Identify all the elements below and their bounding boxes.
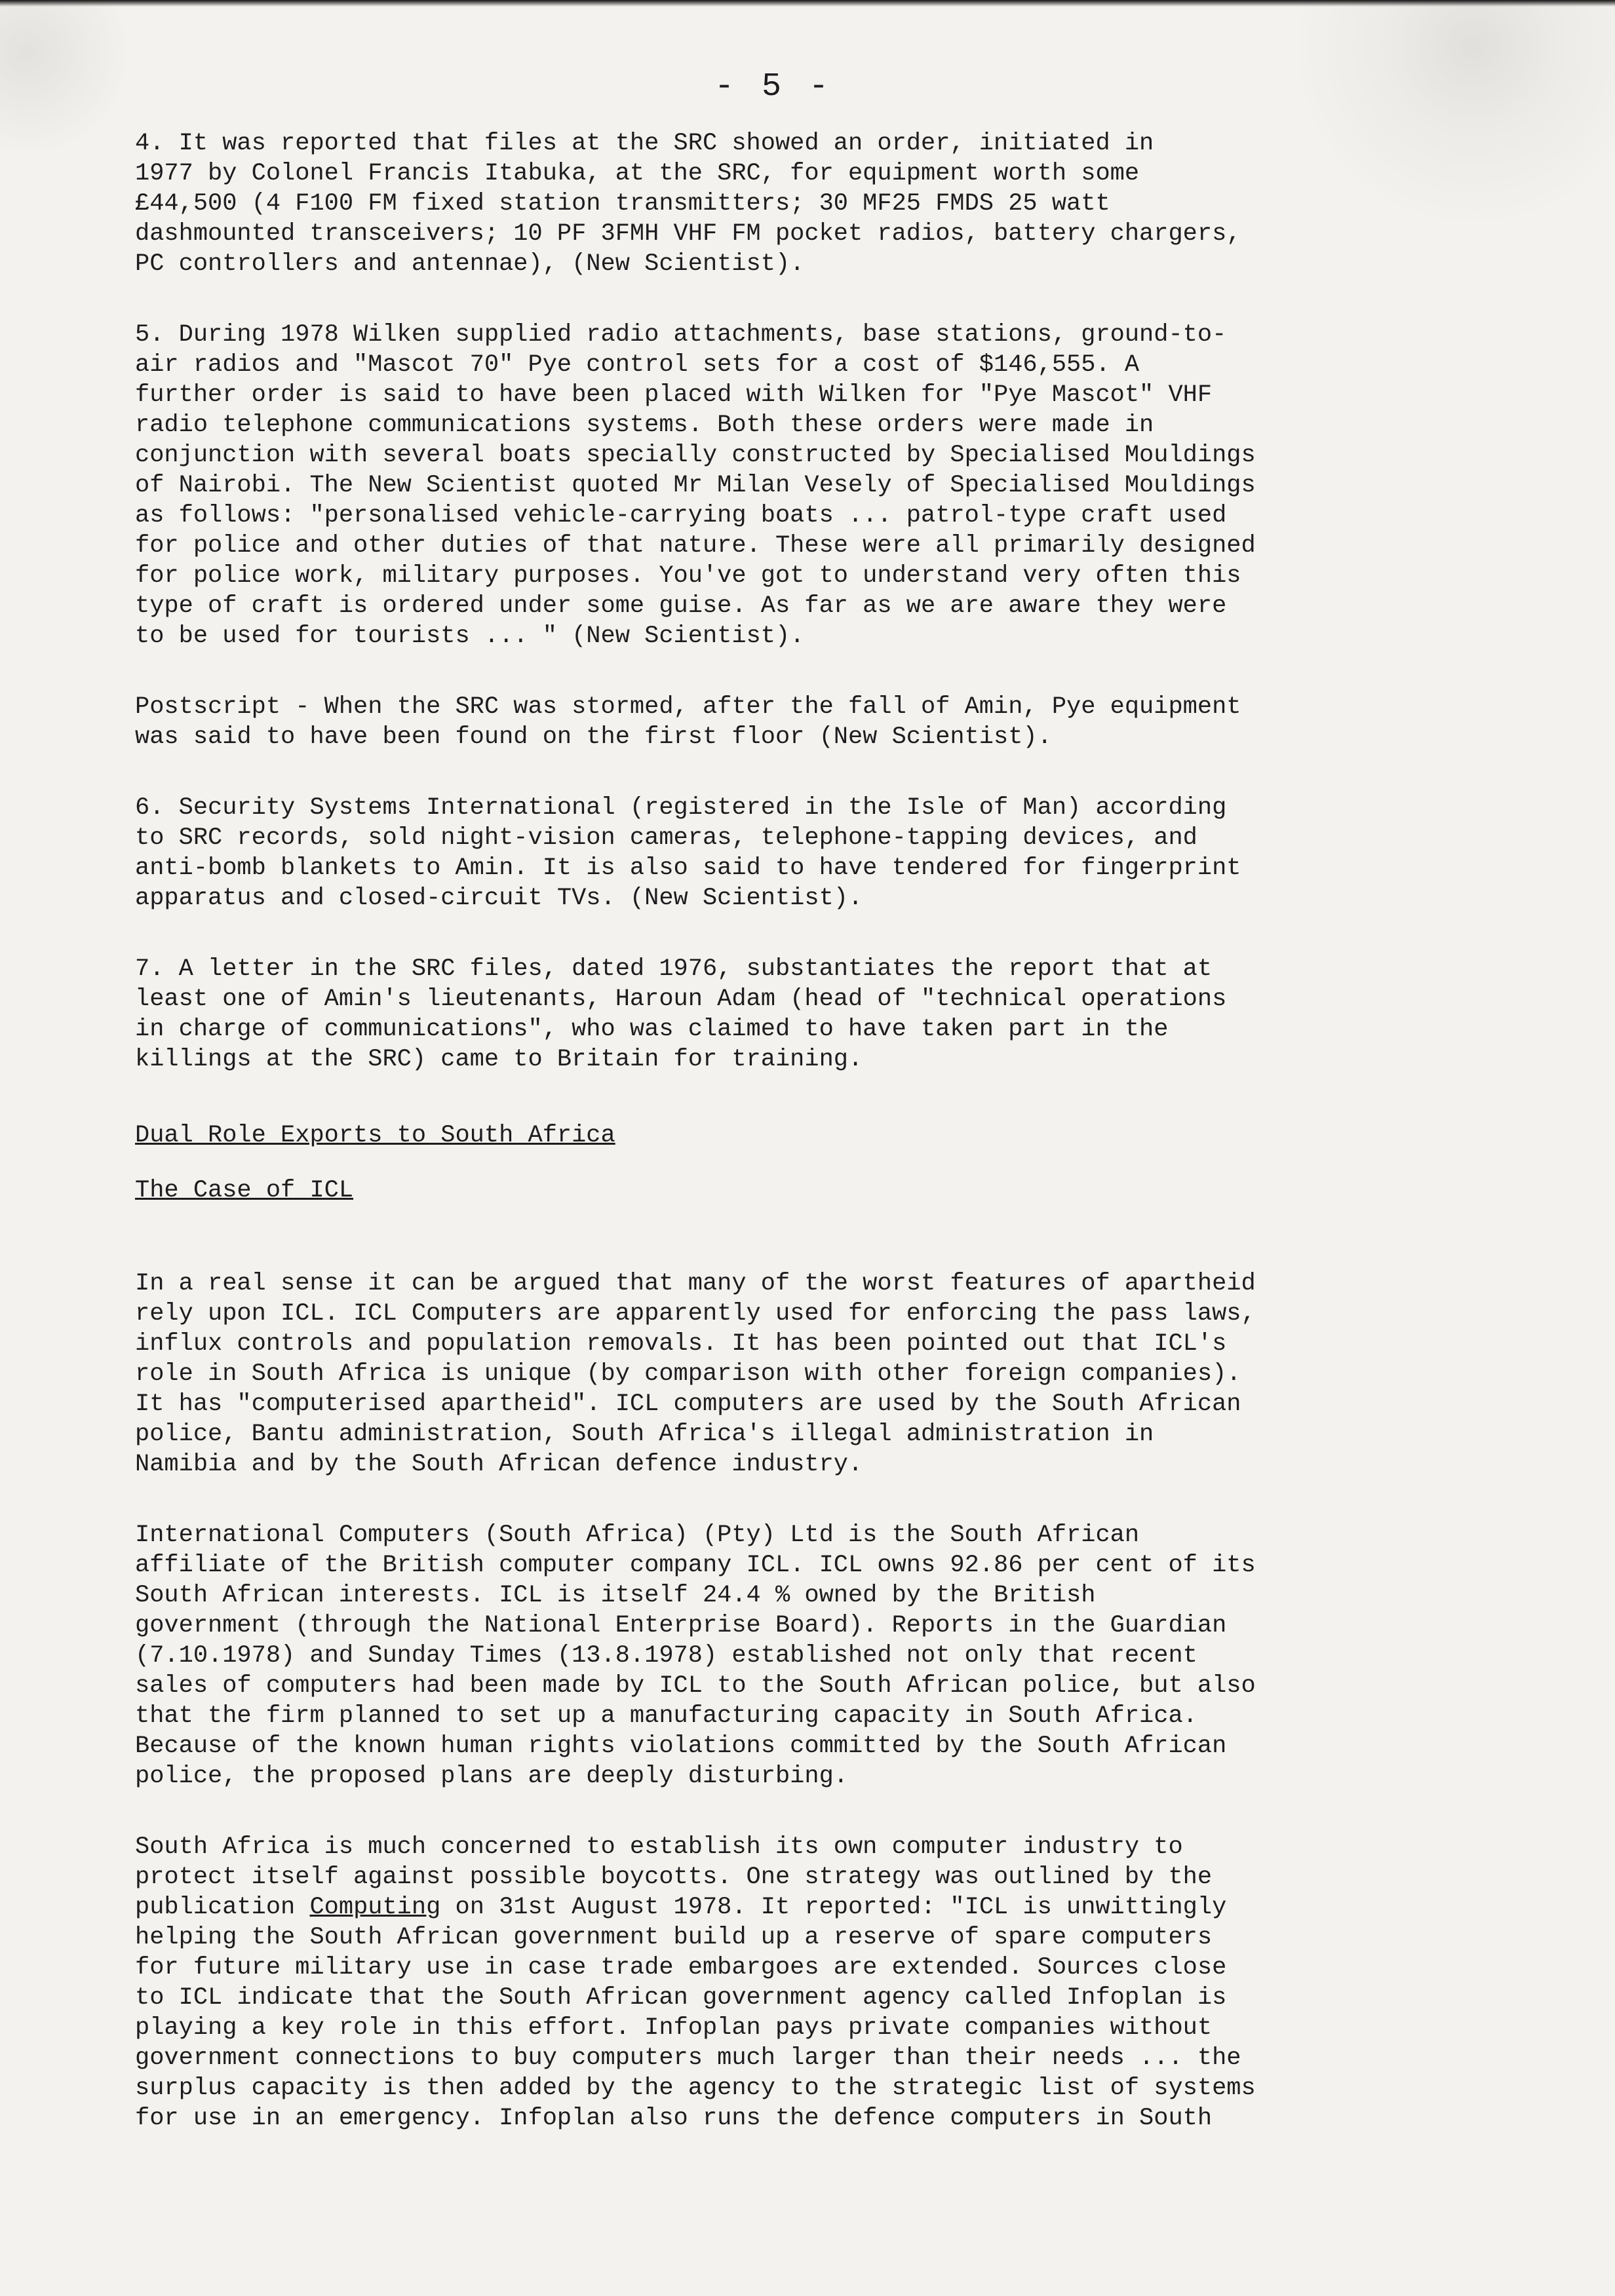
last-paragraph-rest: helping the South African government build up a reserve of spare computers for future military use in case trade embargoes are extended. Sources close to ICL indicate that the South African government agency called Infoplan is playing a key role in this effort. Infoplan pays private companies without government connections to buy computers much larger than their needs ... the surplus capacity is then added by the agency to the strategic list of systems for use in an emergency. Infoplan also runs the defence computers in South — [135, 1924, 1256, 2132]
postscript-paragraph: Postscript - When the SRC was stormed, after the fall of Amin, Pye equipment was said to have been found on the first floor (New Scientist). — [135, 693, 1241, 751]
last-paragraph-line-1: South Africa is much concerned to establish its own computer industry to — [135, 1833, 1183, 1861]
scan-top-edge — [0, 0, 1615, 7]
last-paragraph-line-3-before: publication — [135, 1894, 310, 1921]
subsection-heading: The Case of ICL — [135, 1177, 354, 1204]
page-content — [135, 128, 1420, 2174]
icl-paragraph-3 — [135, 1832, 1420, 2133]
section-heading: Dual Role Exports to South Africa — [135, 1122, 615, 1149]
page-number: - 5 - — [714, 68, 833, 105]
paragraph-item-5: 5. During 1978 Wilken supplied radio attachments, base stations, ground-to- air radios and "Mascot 70" Pye control sets for a cost of $146,555. A further order is said to have been placed with Wilken for "Pye Mascot" VHF radio telephone communications systems. Both these orders were made in conjunction with several boats specially constructed by Specialised Mouldings of Nairobi. The New Scientist quoted Mr Milan Vesely of Specialised Mouldings as follows: "personalised vehicle-carrying boats ... patrol-type craft used for police and other duties of that nature. These were all primarily designed for police work, military purposes. You've got to understand very often this type of craft is ordered under some guise. As far as we are aware they were to be used for tourists ... " (New Scientist). — [135, 321, 1256, 650]
last-paragraph-line-3-after: on 31st August 1978. It reported: "ICL is unwittingly — [440, 1894, 1227, 1921]
paragraph-item-7: 7. A letter in the SRC files, dated 1976, substantiates the report that at least one of Amin's lieutenants, Haroun Adam (head of "technical operations in charge of communications", who was claimed to have taken part in the killings at the SRC) came to Britain for training. — [135, 955, 1227, 1073]
paragraph-item-6: 6. Security Systems International (registered in the Isle of Man) according to SRC records, sold night-vision cameras, telephone-tapping devices, and anti-bomb blankets to Amin. It is also said to have tendered for fingerprint apparatus and closed-circuit TVs. (New Scientist). — [135, 794, 1241, 912]
publication-title: Computing — [309, 1894, 441, 1921]
icl-paragraph-2: International Computers (South Africa) (Pty) Ltd is the South African affiliate of the British computer company ICL. ICL owns 92.86 per cent of its South African interests. ICL is itself 24.4 % owned by the British government (through the National Enterprise Board). Reports in the Guardian (7.10.1978) and Sunday Times (13.8.1978) established not only that recent sales of computers had been made by ICL to the South African police, but also that the firm planned to set up a manufacturing capacity in South Africa. Because of the known human rights violations committed by the South African police, the proposed plans are deeply disturbing. — [135, 1521, 1256, 1790]
last-paragraph-line-2: protect itself against possible boycotts. One strategy was outlined by the — [135, 1864, 1213, 1891]
icl-paragraph-1: In a real sense it can be argued that many of the worst features of apartheid rely upon ICL. ICL Computers are apparently used for enforcing the pass laws, influx controls and population removals. It has been pointed out that ICL's role in South Africa is unique (by comparison with other foreign companies). It has "computerised apartheid". ICL computers are used by the South African police, Bantu administration, South Africa's illegal administration in Namibia and by the South African defence industry. — [135, 1270, 1256, 1478]
paragraph-item-4: 4. It was reported that files at the SRC showed an order, initiated in 1977 by Colonel Francis Itabuka, at the SRC, for equipment worth some £44,500 (4 F100 FM fixed station transmitters; 30 MF25 FMDS 25 watt dashmounted transceivers; 10 PF 3FMH VHF FM pocket radios, battery chargers, PC controllers and antennae), (New Scientist). — [135, 130, 1241, 278]
